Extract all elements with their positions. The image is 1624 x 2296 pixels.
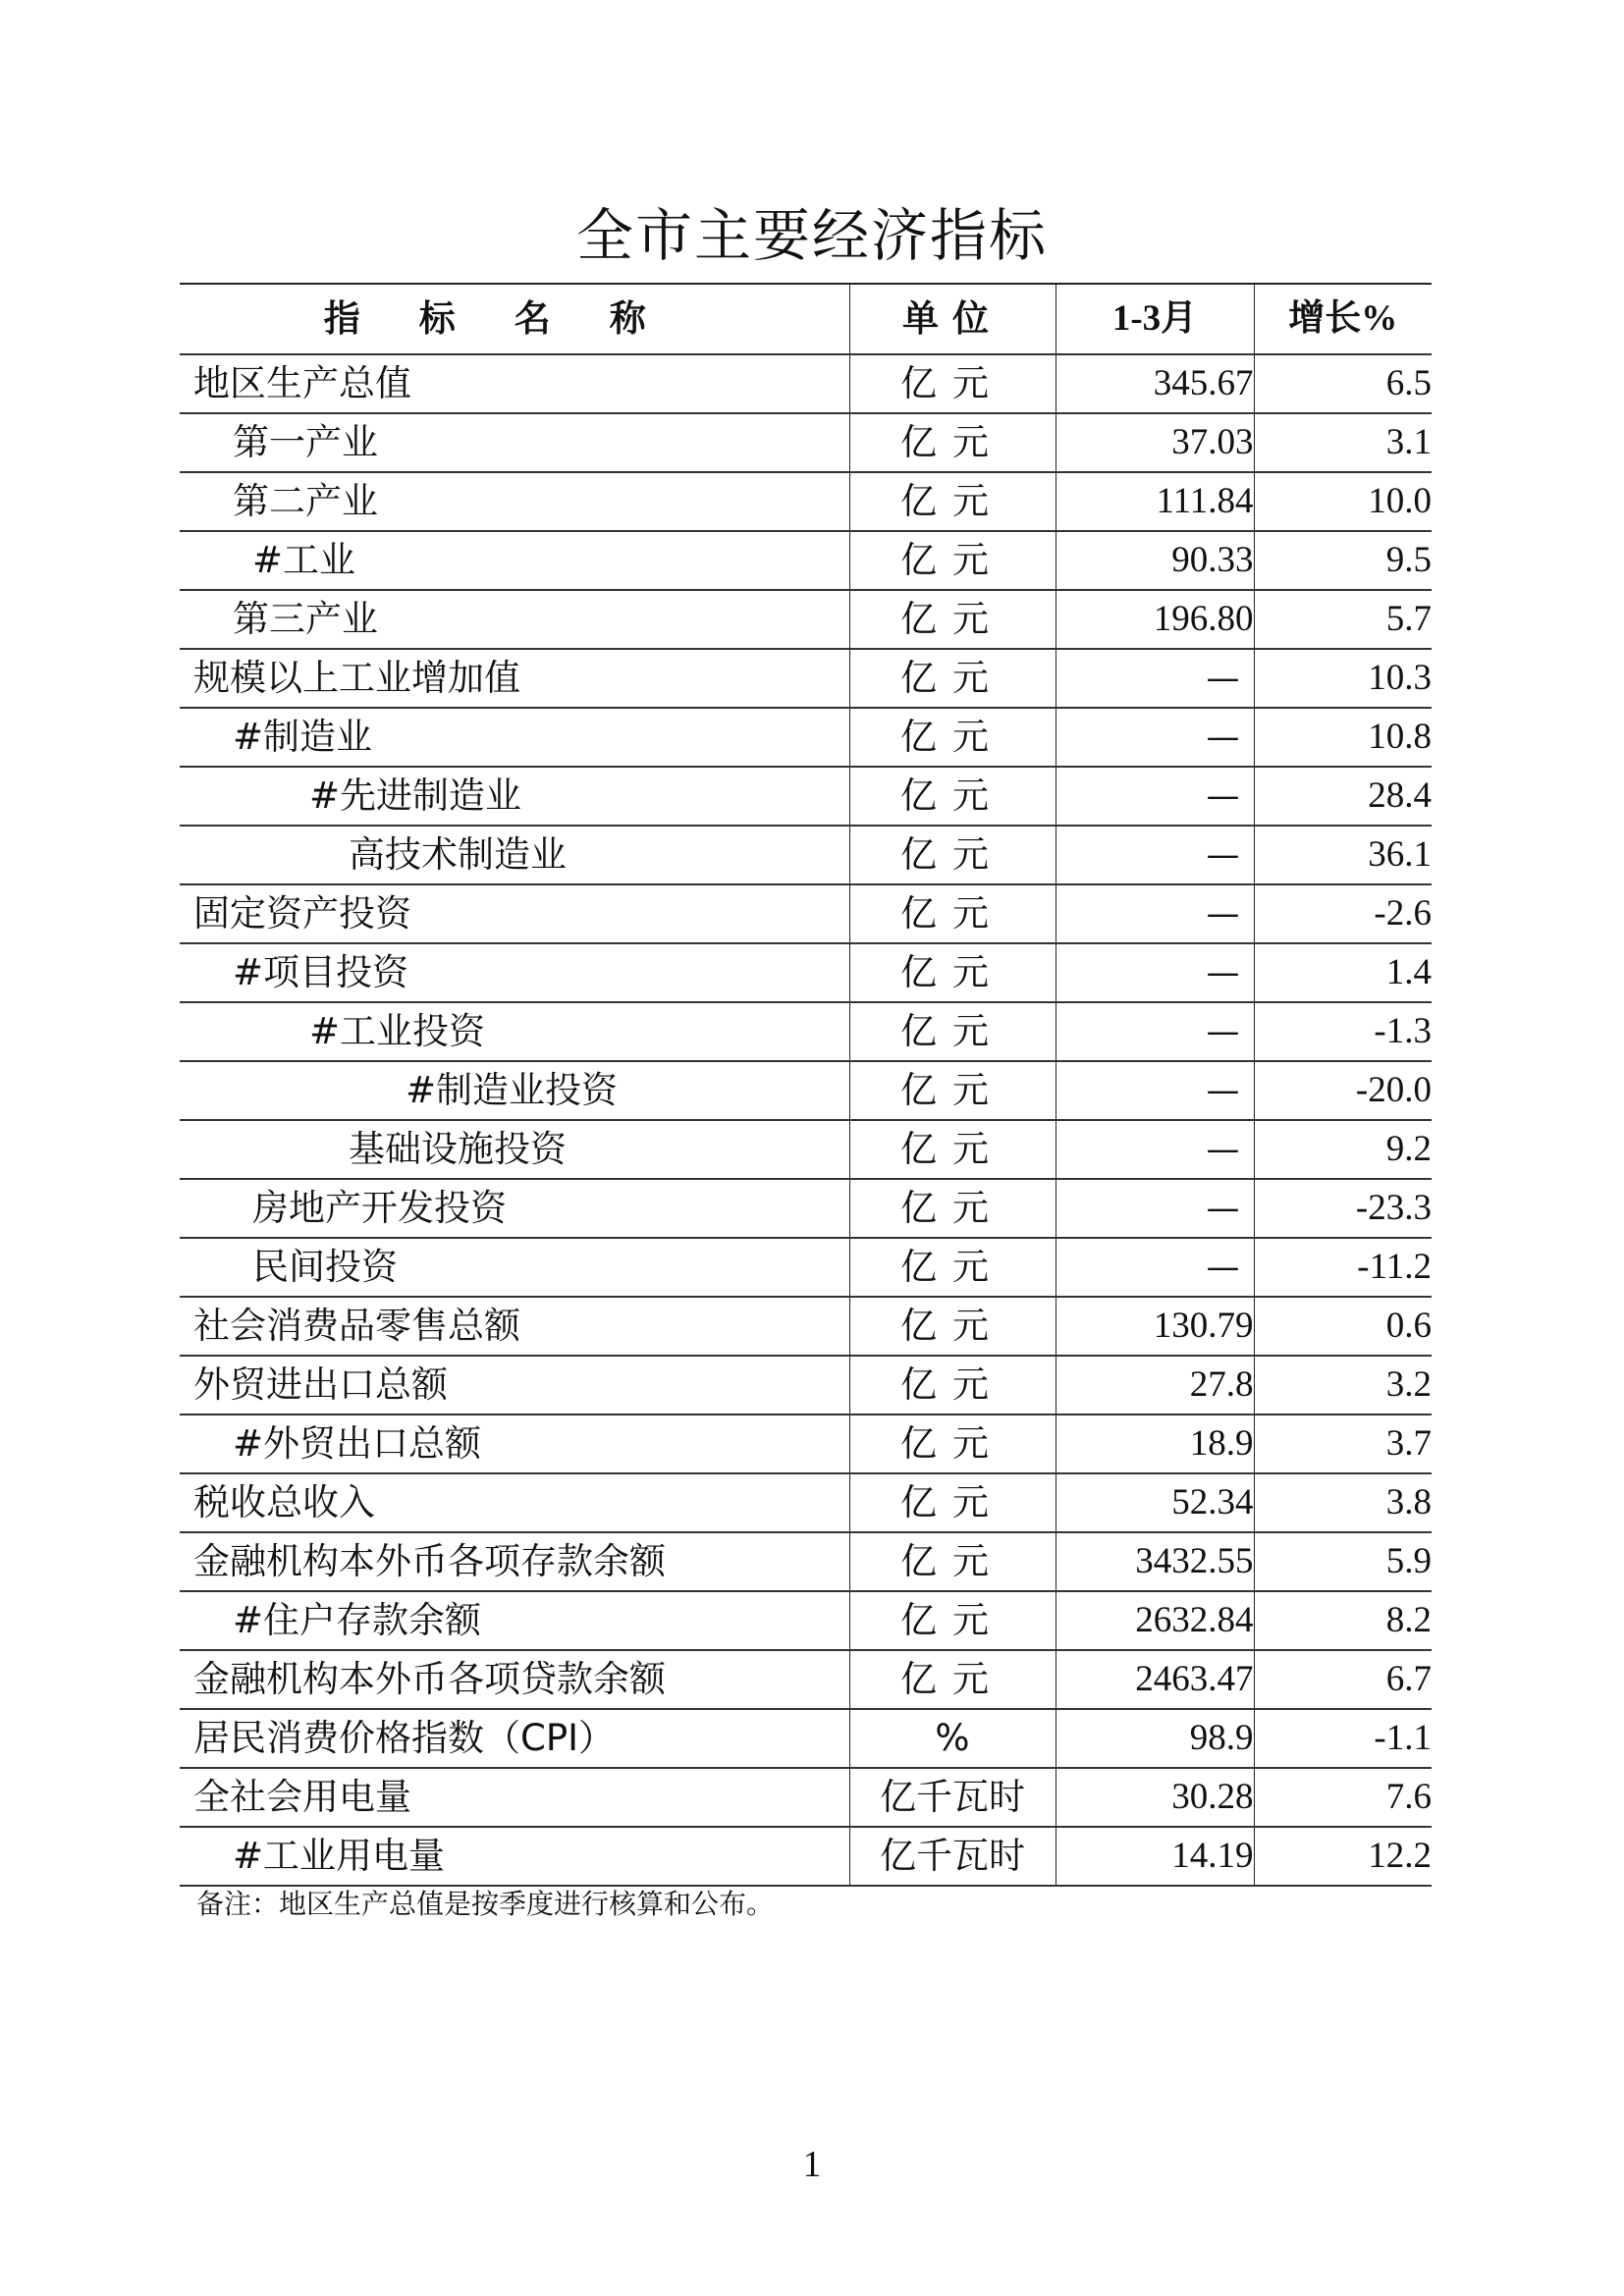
growth-cell: 12.2 — [1254, 1827, 1432, 1886]
period-value-cell: — — [1056, 884, 1254, 943]
indicator-name-cell: 第二产业 — [180, 472, 849, 531]
indicator-name-cell: #工业用电量 — [180, 1827, 849, 1886]
period-value-cell: — — [1056, 943, 1254, 1002]
growth-cell: -11.2 — [1254, 1238, 1432, 1297]
table-row — [180, 767, 1432, 826]
table-body — [180, 354, 1432, 1886]
growth-cell: 3.1 — [1254, 413, 1432, 472]
period-value-cell: 345.67 — [1056, 354, 1254, 413]
indicator-name-cell: 全社会用电量 — [180, 1768, 849, 1827]
unit-cell: 亿元 — [849, 826, 1056, 884]
indicator-name-cell: 基础设施投资 — [180, 1120, 849, 1179]
indicator-name-cell: #项目投资 — [180, 943, 849, 1002]
unit-cell: 亿元 — [849, 1591, 1056, 1650]
unit-cell: 亿元 — [849, 767, 1056, 826]
unit-cell: 亿元 — [849, 531, 1056, 590]
growth-cell: -1.3 — [1254, 1002, 1432, 1061]
table-row — [180, 826, 1432, 884]
unit-cell: 亿元 — [849, 354, 1056, 413]
period-value-cell: 52.34 — [1056, 1473, 1254, 1532]
growth-cell: 10.3 — [1254, 649, 1432, 708]
table-row — [180, 413, 1432, 472]
table-row — [180, 472, 1432, 531]
growth-cell: 6.7 — [1254, 1650, 1432, 1709]
indicator-name-cell: 税收总收入 — [180, 1473, 849, 1532]
table-row — [180, 708, 1432, 767]
indicator-name-cell: 居民消费价格指数（CPI） — [180, 1709, 849, 1768]
indicator-name-cell: #外贸出口总额 — [180, 1415, 849, 1473]
table-row — [180, 1473, 1432, 1532]
unit-cell: 亿元 — [849, 1238, 1056, 1297]
period-value-cell: — — [1056, 708, 1254, 767]
unit-cell: 亿千瓦时 — [849, 1768, 1056, 1827]
unit-cell: 亿元 — [849, 1415, 1056, 1473]
table-row — [180, 1002, 1432, 1061]
growth-cell: 3.7 — [1254, 1415, 1432, 1473]
unit-cell: 亿元 — [849, 413, 1056, 472]
indicator-name-cell: 金融机构本外币各项存款余额 — [180, 1532, 849, 1591]
growth-cell: 0.6 — [1254, 1297, 1432, 1356]
growth-cell: 36.1 — [1254, 826, 1432, 884]
growth-cell: 10.8 — [1254, 708, 1432, 767]
growth-cell: 8.2 — [1254, 1591, 1432, 1650]
table-row — [180, 884, 1432, 943]
unit-cell: 亿元 — [849, 708, 1056, 767]
page-number: 1 — [802, 2144, 822, 2185]
table-row — [180, 1532, 1432, 1591]
table-row — [180, 590, 1432, 649]
period-value-cell: 2632.84 — [1056, 1591, 1254, 1650]
period-value-cell: 3432.55 — [1056, 1532, 1254, 1591]
indicator-name-cell: 社会消费品零售总额 — [180, 1297, 849, 1356]
unit-cell: 亿元 — [849, 1297, 1056, 1356]
period-value-cell: — — [1056, 767, 1254, 826]
table-row — [180, 531, 1432, 590]
period-value-cell: — — [1056, 1002, 1254, 1061]
header-period: 1-3月 — [1056, 284, 1254, 354]
indicator-name-cell: 外贸进出口总额 — [180, 1356, 849, 1415]
period-value-cell: 130.79 — [1056, 1297, 1254, 1356]
page-title: 全市主要经济指标 — [575, 202, 1048, 269]
indicator-name-cell: #制造业投资 — [180, 1061, 849, 1120]
unit-cell: 亿元 — [849, 943, 1056, 1002]
table-row — [180, 1650, 1432, 1709]
unit-cell: 亿千瓦时 — [849, 1827, 1056, 1886]
indicator-name-cell: 地区生产总值 — [180, 354, 849, 413]
table-row — [180, 649, 1432, 708]
period-value-cell: — — [1056, 649, 1254, 708]
growth-cell: 9.2 — [1254, 1120, 1432, 1179]
unit-cell: 亿元 — [849, 649, 1056, 708]
unit-cell: 亿元 — [849, 1002, 1056, 1061]
header-growth: 增长% — [1254, 284, 1432, 354]
indicator-name-cell: 第一产业 — [180, 413, 849, 472]
unit-cell: % — [849, 1709, 1056, 1768]
period-value-cell: — — [1056, 1120, 1254, 1179]
unit-cell: 亿元 — [849, 472, 1056, 531]
period-value-cell: 14.19 — [1056, 1827, 1254, 1886]
period-value-cell: 18.9 — [1056, 1415, 1254, 1473]
table-row — [180, 354, 1432, 413]
unit-cell: 亿元 — [849, 1532, 1056, 1591]
table-row — [180, 1768, 1432, 1827]
growth-cell: 10.0 — [1254, 472, 1432, 531]
unit-cell: 亿元 — [849, 1120, 1056, 1179]
header-indicator-name: 指标名称 — [180, 284, 849, 354]
unit-cell: 亿元 — [849, 884, 1056, 943]
indicator-name-cell: 规模以上工业增加值 — [180, 649, 849, 708]
unit-cell: 亿元 — [849, 1061, 1056, 1120]
indicator-name-cell: 高技术制造业 — [180, 826, 849, 884]
unit-cell: 亿元 — [849, 590, 1056, 649]
table-header-row — [180, 284, 1432, 354]
period-value-cell: — — [1056, 1061, 1254, 1120]
period-value-cell: 37.03 — [1056, 413, 1254, 472]
table-row — [180, 1415, 1432, 1473]
growth-cell: 1.4 — [1254, 943, 1432, 1002]
period-value-cell: 196.80 — [1056, 590, 1254, 649]
period-value-cell: — — [1056, 1179, 1254, 1238]
period-value-cell: 2463.47 — [1056, 1650, 1254, 1709]
table-row — [180, 1827, 1432, 1886]
period-value-cell: 27.8 — [1056, 1356, 1254, 1415]
indicator-name-cell: #工业投资 — [180, 1002, 849, 1061]
indicator-name-cell: #工业 — [180, 531, 849, 590]
period-value-cell: 90.33 — [1056, 531, 1254, 590]
growth-cell: 3.8 — [1254, 1473, 1432, 1532]
header-unit: 单位 — [849, 284, 1056, 354]
growth-cell: 5.9 — [1254, 1532, 1432, 1591]
growth-cell: 5.7 — [1254, 590, 1432, 649]
indicators-table — [180, 283, 1432, 1887]
growth-cell: -20.0 — [1254, 1061, 1432, 1120]
indicator-name-cell: 房地产开发投资 — [180, 1179, 849, 1238]
table-row — [180, 1120, 1432, 1179]
unit-cell: 亿元 — [849, 1356, 1056, 1415]
indicator-name-cell: 第三产业 — [180, 590, 849, 649]
growth-cell: 6.5 — [1254, 354, 1432, 413]
unit-cell: 亿元 — [849, 1650, 1056, 1709]
table-row — [180, 1591, 1432, 1650]
table-row — [180, 1297, 1432, 1356]
growth-cell: 28.4 — [1254, 767, 1432, 826]
period-value-cell: 30.28 — [1056, 1768, 1254, 1827]
table-row — [180, 1238, 1432, 1297]
period-value-cell: — — [1056, 826, 1254, 884]
indicator-name-cell: #住户存款余额 — [180, 1591, 849, 1650]
unit-cell: 亿元 — [849, 1473, 1056, 1532]
indicator-name-cell: 固定资产投资 — [180, 884, 849, 943]
growth-cell: -1.1 — [1254, 1709, 1432, 1768]
table-row — [180, 943, 1432, 1002]
footnote: 备注：地区生产总值是按季度进行核算和公布。 — [196, 1888, 775, 1920]
table-row — [180, 1179, 1432, 1238]
growth-cell: 7.6 — [1254, 1768, 1432, 1827]
indicator-name-cell: 民间投资 — [180, 1238, 849, 1297]
period-value-cell: 98.9 — [1056, 1709, 1254, 1768]
period-value-cell: 111.84 — [1056, 472, 1254, 531]
table-row — [180, 1356, 1432, 1415]
indicator-name-cell: #制造业 — [180, 708, 849, 767]
period-value-cell: — — [1056, 1238, 1254, 1297]
growth-cell: -2.6 — [1254, 884, 1432, 943]
unit-cell: 亿元 — [849, 1179, 1056, 1238]
growth-cell: 3.2 — [1254, 1356, 1432, 1415]
growth-cell: -23.3 — [1254, 1179, 1432, 1238]
table-row — [180, 1061, 1432, 1120]
indicator-name-cell: #先进制造业 — [180, 767, 849, 826]
growth-cell: 9.5 — [1254, 531, 1432, 590]
table-row — [180, 1709, 1432, 1768]
indicator-name-cell: 金融机构本外币各项贷款余额 — [180, 1650, 849, 1709]
